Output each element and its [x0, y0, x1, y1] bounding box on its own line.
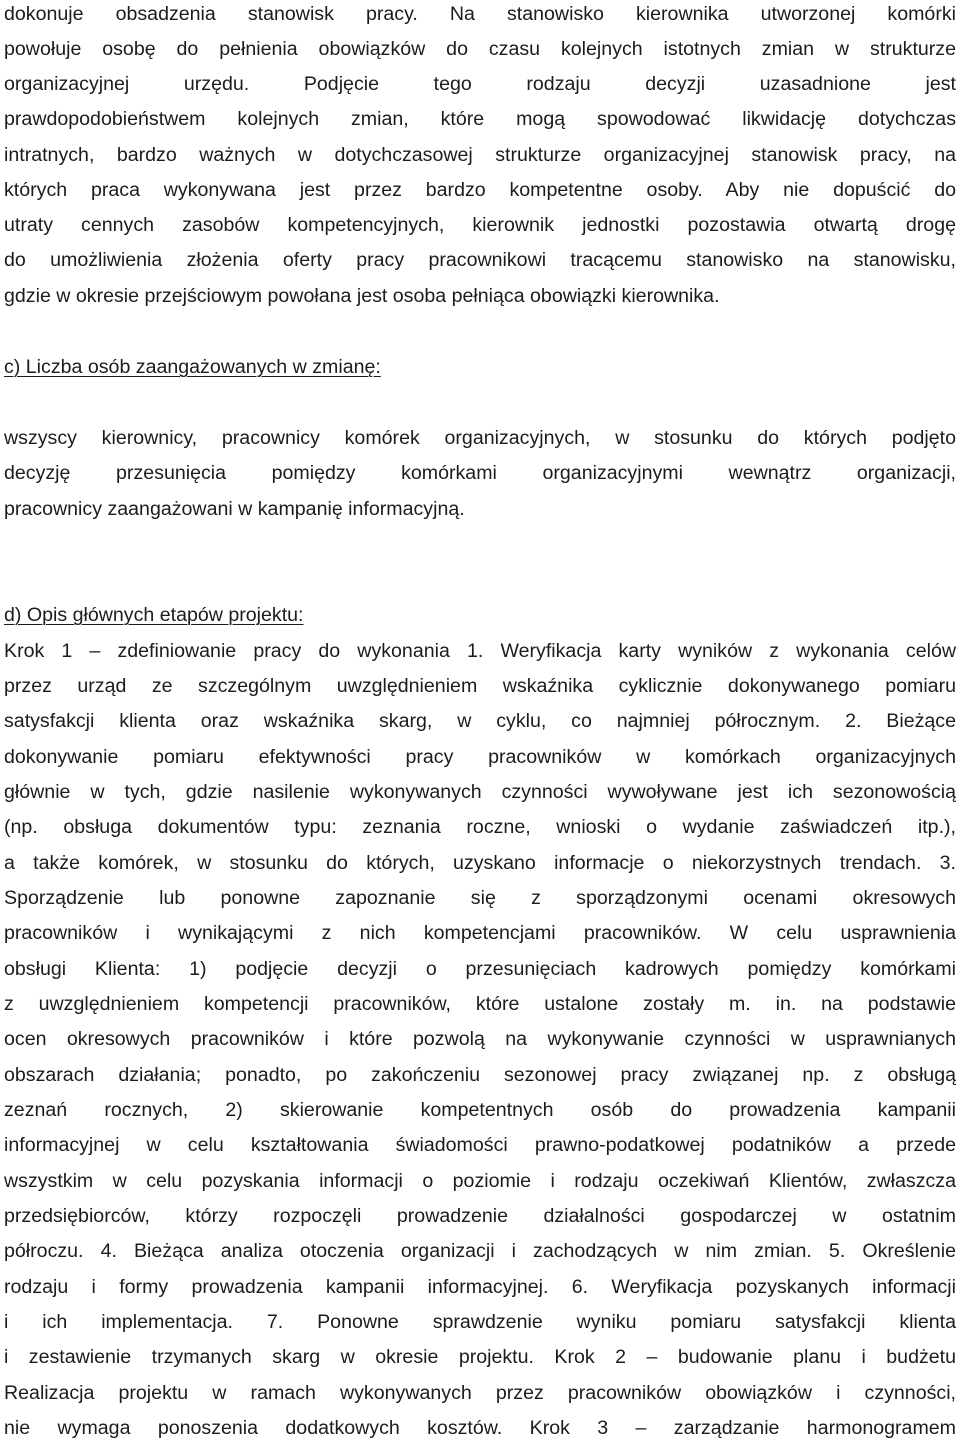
text-line: Sporządzenie lub ponowne zapoznanie się z sporządzonymi ocenami okresowych [4, 887, 956, 909]
text-line: prawdopodobieństwem kolejnych zmian, które mogą spowodować likwidację dotychczas [4, 108, 956, 130]
text-line: Krok 1 – zdefiniowanie pracy do wykonania 1. Weryfikacja karty wyników z wykonania celów [4, 640, 956, 662]
text-line: do umożliwienia złożenia oferty pracy pracownikowi tracącemu stanowisko na stanowisku, [4, 249, 956, 271]
text-line: i zestawienie trzymanych skarg w okresie projektu. Krok 2 – budowanie planu i budżetu [4, 1346, 956, 1368]
text-line: i ich implementacja. 7. Ponowne sprawdzenie wyniku pomiaru satysfakcji klienta [4, 1311, 956, 1333]
text-line: satysfakcji klienta oraz wskaźnika skarg, w cyklu, co najmniej półrocznym. 2. Bieżące [4, 710, 956, 732]
section-d-heading [4, 601, 956, 629]
text-line: organizacyjnej urzędu. Podjęcie tego rodzaju decyzji uzasadnione jest [4, 73, 956, 95]
text-line: z uwzględnieniem kompetencji pracowników, które ustalone zostały m. in. na podstawie [4, 993, 956, 1015]
text-line: rodzaju i formy prowadzenia kampanii informacyjnej. 6. Weryfikacja pozyskanych informacji [4, 1276, 956, 1298]
text-line: (np. obsługa dokumentów typu: zeznania roczne, wnioski o wydanie zaświadczeń itp.), [4, 816, 956, 838]
text-line: gdzie w okresie przejściowym powołana jest osoba pełniąca obowiązki kierownika. [4, 285, 720, 307]
text-line: przez urząd ze szczególnym uwzględnieniem wskaźnika cyklicznie dokonywanego pomiaru [4, 675, 956, 697]
section-heading-text: c) Liczba osób zaangażowanych w zmianę: [4, 356, 381, 378]
text-line: nie wymaga ponoszenia dodatkowych kosztów. Krok 3 – zarządzanie harmonogramem [4, 1417, 956, 1439]
text-line: powołuje osobę do pełnienia obowiązków do czasu kolejnych istotnych zmian w strukturze [4, 38, 956, 60]
section-c-heading [4, 353, 956, 381]
text-line: informacyjnej w celu kształtowania świadomości prawno-podatkowej podatników a przede [4, 1134, 956, 1156]
text-line: głównie w tych, gdzie nasilenie wykonywanych czynności wywoływane jest ich sezonowością [4, 781, 956, 803]
text-line: utraty cennych zasobów kompetencyjnych, kierownik jednostki pozostawia otwartą drogę [4, 214, 956, 236]
section-heading-text: d) Opis głównych etapów projektu: [4, 604, 304, 626]
text-line: przedsiębiorców, którzy rozpoczęli prowadzenie działalności gospodarczej w ostatnim [4, 1205, 956, 1227]
text-line: pracownicy zaangażowani w kampanię informacyjną. [4, 498, 465, 520]
text-line: Realizacja projektu w ramach wykonywanych przez pracowników obowiązków i czynności, [4, 1382, 956, 1404]
text-line: dokonywanie pomiaru efektywności pracy pracowników w komórkach organizacyjnych [4, 746, 956, 768]
text-line: obszarach działania; ponadto, po zakończeniu sezonowej pracy związanej np. z obsługą [4, 1064, 956, 1086]
text-line: decyzję przesunięcia pomiędzy komórkami organizacyjnymi wewnątrz organizacji, [4, 462, 956, 484]
text-line: dokonuje obsadzenia stanowisk pracy. Na stanowisko kierownika utworzonej komórki [4, 3, 956, 25]
text-line: a także komórek, w stosunku do których, uzyskano informacje o niekorzystnych trendach. 3. [4, 852, 956, 874]
text-line: których praca wykonywana jest przez bardzo kompetentne osoby. Aby nie dopuścić do [4, 179, 956, 201]
text-line: półroczu. 4. Bieżąca analiza otoczenia organizacji i zachodzących w nim zmian. 5. Określenie [4, 1240, 956, 1262]
text-line: ocen okresowych pracowników i które pozwolą na wykonywanie czynności w usprawnianych [4, 1028, 956, 1050]
text-line: intratnych, bardzo ważnych w dotychczasowej strukturze organizacyjnej stanowisk pracy, na [4, 144, 956, 166]
text-line: wszystkim w celu pozyskania informacji o poziomie i rodzaju oczekiwań Klientów, zwłaszcza [4, 1170, 956, 1192]
text-line: pracowników i wynikającymi z nich kompetencjami pracowników. W celu usprawnienia [4, 922, 956, 944]
text-line: wszyscy kierownicy, pracownicy komórek organizacyjnych, w stosunku do których podjęto [4, 427, 956, 449]
text-line: zeznań rocznych, 2) skierowanie kompetentnych osób do prowadzenia kampanii [4, 1099, 956, 1121]
text-line: obsługi Klienta: 1) podjęcie decyzji o przesunięciach kadrowych pomiędzy komórkami [4, 958, 956, 980]
